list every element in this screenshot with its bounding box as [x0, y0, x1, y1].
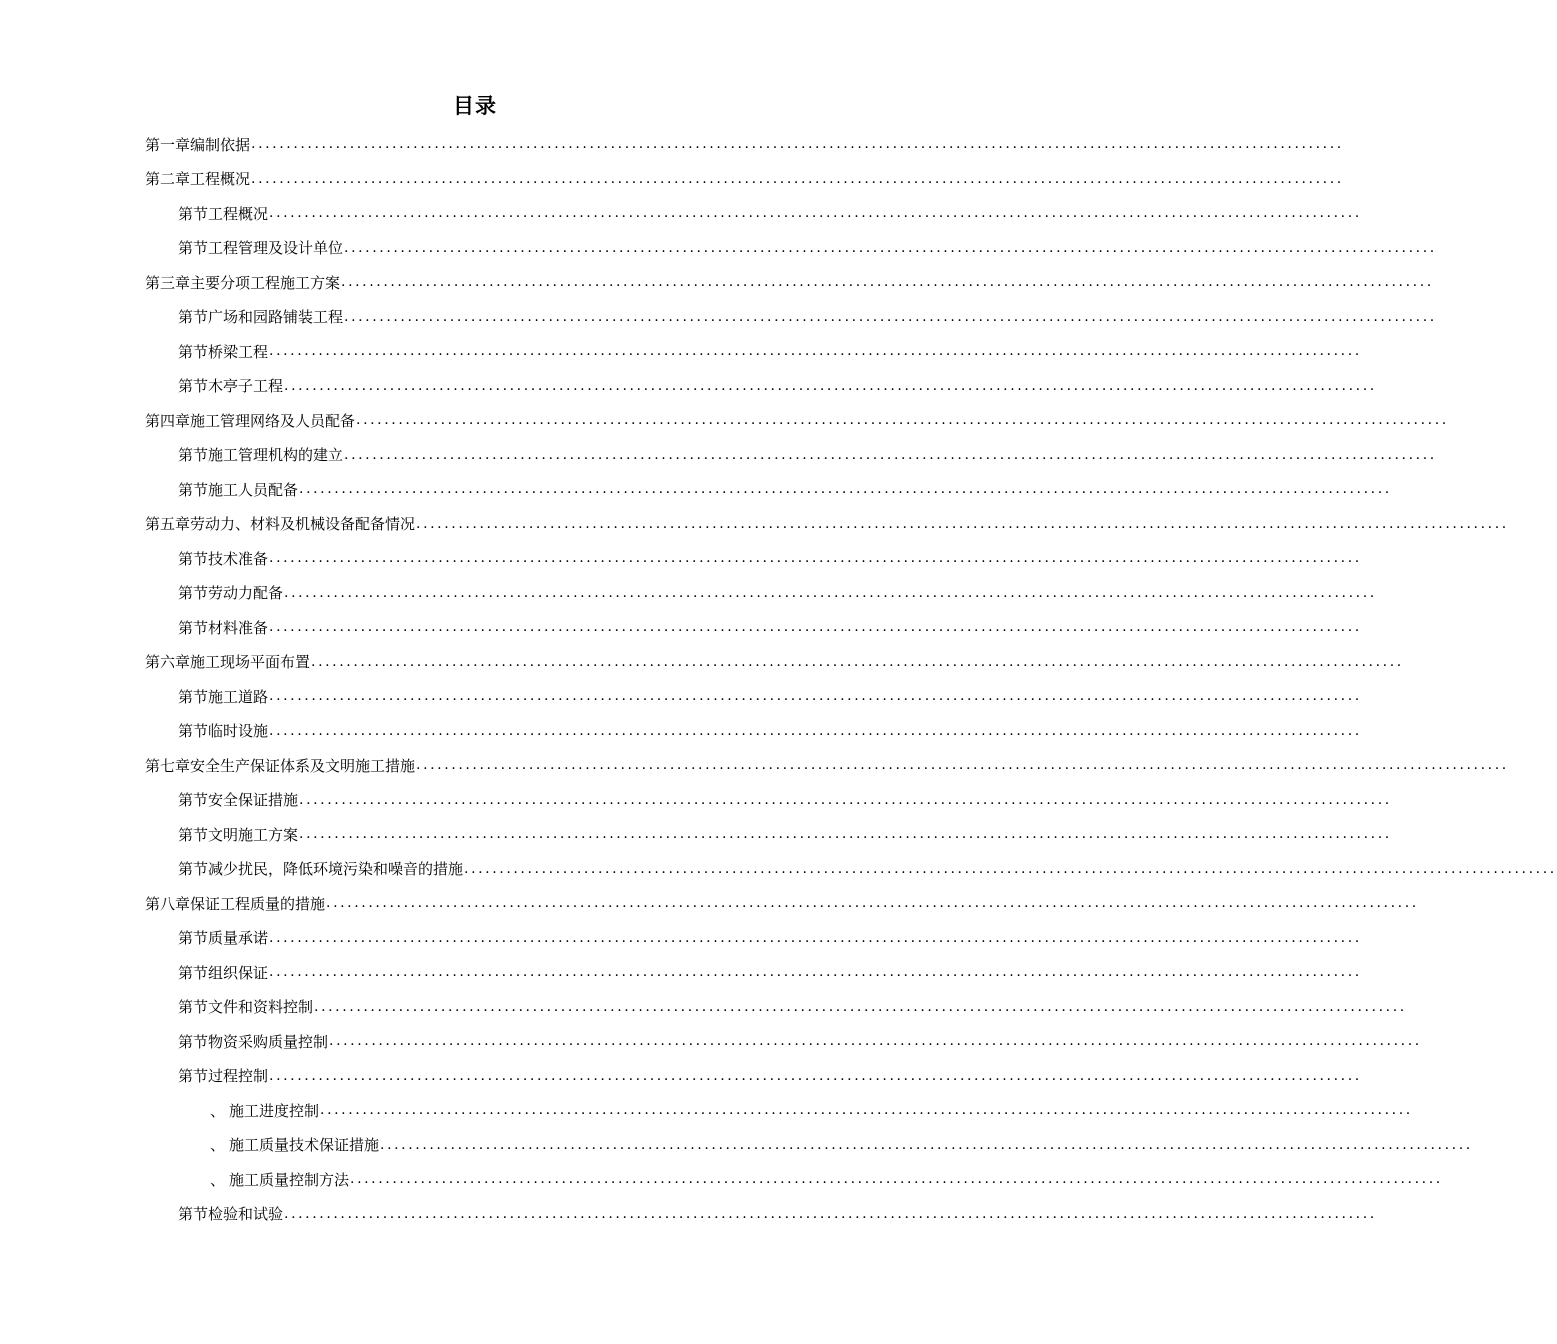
toc-entry-label: 文件和资料控制 — [208, 998, 314, 1017]
toc-dot-leader: ........................................................................................................................................................... — [284, 584, 1377, 601]
toc-entry-number: 第节 — [178, 342, 209, 361]
toc-chapter-entry[interactable] — [0, 162, 1344, 197]
toc-chapter-entry[interactable] — [0, 127, 1344, 162]
toc-entry-label: 保证工程质量的措施 — [190, 894, 326, 913]
toc-entry-number: 第节 — [178, 687, 209, 706]
toc-entry-label: 工程管理及设计单位 — [208, 239, 344, 258]
toc-entry-number: 、 — [210, 1136, 226, 1155]
toc-dot-leader: ........................................................................................................................................................... — [326, 895, 1419, 912]
toc-dot-leader: ........................................................................................................................................................... — [344, 239, 1437, 256]
toc-dot-leader: ........................................................................................................................................................... — [269, 722, 1362, 739]
toc-entry-number: 第节 — [178, 929, 209, 948]
toc-entry-label: 施工质量技术保证措施 — [229, 1136, 380, 1155]
toc-entry-label: 木亭子工程 — [208, 377, 284, 396]
toc-entry-label: 减少扰民，降低环境污染和噪音的措施 — [208, 860, 464, 879]
toc-entry-number: 第节 — [178, 860, 209, 879]
toc-entry-label: 劳动力配备 — [208, 584, 284, 603]
toc-dot-leader: ........................................................................................................................................................... — [311, 653, 1404, 670]
toc-dot-leader: ........................................................................................................................................................... — [269, 688, 1362, 705]
toc-entry-number: 第节 — [178, 239, 209, 258]
toc-dot-leader: ........................................................................................................................................................... — [350, 1171, 1443, 1188]
toc-dot-leader: ........................................................................................................................................................... — [269, 929, 1362, 946]
toc-dot-leader: ........................................................................................................................................................... — [269, 619, 1362, 636]
toc-chapter-entry[interactable] — [0, 886, 1419, 921]
toc-entry-label: 物资采购质量控制 — [208, 1032, 329, 1051]
toc-entry-number: 第节 — [178, 825, 209, 844]
toc-entry-number: 第节 — [178, 308, 209, 327]
toc-subsection-entry[interactable] — [0, 1093, 1413, 1128]
toc-entry-label: 材料准备 — [208, 618, 269, 637]
toc-dot-leader: ........................................................................................................................................................... — [251, 136, 1344, 153]
toc-section-entry[interactable] — [0, 610, 1362, 645]
toc-section-entry[interactable] — [0, 541, 1362, 576]
toc-entry-label: 安全生产保证体系及文明施工措施 — [190, 756, 416, 775]
toc-dot-leader: ........................................................................................................................................................... — [329, 1033, 1422, 1050]
toc-dot-leader: ........................................................................................................................................................... — [344, 308, 1437, 325]
toc-entry-number: 第节 — [178, 1032, 209, 1051]
toc-entry-number: 第节 — [178, 722, 209, 741]
toc-entry-number: 第节 — [178, 584, 209, 603]
toc-entry-label: 编制依据 — [190, 135, 251, 154]
toc-entry-number: 、 — [210, 1170, 226, 1189]
toc-section-entry[interactable] — [0, 817, 1392, 852]
toc-dot-leader: ........................................................................................................................................................... — [269, 205, 1362, 222]
toc-entry-number: 第七章 — [145, 756, 191, 775]
toc-dot-leader: ........................................................................................................................................................... — [269, 343, 1362, 360]
toc-section-entry[interactable] — [0, 955, 1362, 990]
toc-entry-number: 第节 — [178, 1067, 209, 1086]
toc-dot-leader: ........................................................................................................................................................... — [464, 860, 1557, 877]
toc-entry-label: 工程概况 — [208, 204, 269, 223]
toc-chapter-entry[interactable] — [0, 265, 1434, 300]
toc-entry-label: 桥梁工程 — [208, 342, 269, 361]
toc-entry-number: 第六章 — [145, 653, 191, 672]
toc-entry-number: 第节 — [178, 480, 209, 499]
toc-subsection-entry[interactable] — [0, 1162, 1443, 1197]
toc-entry-label: 施工进度控制 — [229, 1101, 320, 1120]
toc-entry-label: 质量承诺 — [208, 929, 269, 948]
toc-entry-number: 、 — [210, 1101, 226, 1120]
toc-entry-label: 检验和试验 — [208, 1205, 284, 1224]
toc-entry-number: 第节 — [178, 377, 209, 396]
toc-section-entry[interactable] — [0, 472, 1392, 507]
toc-entry-number: 第节 — [178, 549, 209, 568]
toc-dot-leader: ........................................................................................................................................................... — [299, 481, 1392, 498]
toc-entry-number: 第节 — [178, 446, 209, 465]
toc-entry-label: 技术准备 — [208, 549, 269, 568]
toc-entry-number: 第三章 — [145, 273, 191, 292]
toc-dot-leader: ........................................................................................................................................................... — [344, 446, 1437, 463]
toc-section-entry[interactable] — [0, 679, 1362, 714]
toc-chapter-entry[interactable] — [0, 645, 1404, 680]
toc-dot-leader: ........................................................................................................................................................... — [416, 515, 1509, 532]
toc-entry-label: 临时设施 — [208, 722, 269, 741]
toc-dot-leader: ........................................................................................................................................................... — [284, 1205, 1377, 1222]
toc-entry-number: 第八章 — [145, 894, 191, 913]
toc-dot-leader: ........................................................................................................................................................... — [269, 550, 1362, 567]
toc-dot-leader: ........................................................................................................................................................... — [269, 1067, 1362, 1084]
page-title: 目录 — [453, 94, 497, 118]
toc-dot-leader: ........................................................................................................................................................... — [299, 791, 1392, 808]
toc-section-entry[interactable] — [0, 1059, 1362, 1094]
toc-section-entry[interactable] — [0, 714, 1362, 749]
toc-entry-number: 第节 — [178, 963, 209, 982]
toc-chapter-entry[interactable] — [0, 507, 1509, 542]
toc-section-entry[interactable] — [0, 231, 1437, 266]
toc-dot-leader: ........................................................................................................................................................... — [356, 412, 1449, 429]
toc-entry-label: 施工道路 — [208, 687, 269, 706]
toc-dot-leader: ........................................................................................................................................................... — [251, 170, 1344, 187]
table-of-contents — [0, 127, 1557, 1231]
toc-dot-leader: ........................................................................................................................................................... — [320, 1102, 1413, 1119]
toc-entry-label: 组织保证 — [208, 963, 269, 982]
toc-dot-leader: ........................................................................................................................................................... — [299, 826, 1392, 843]
toc-dot-leader: ........................................................................................................................................................... — [284, 377, 1377, 394]
toc-entry-number: 第节 — [178, 618, 209, 637]
toc-entry-label: 施工质量控制方法 — [229, 1170, 350, 1189]
toc-section-entry[interactable] — [0, 783, 1392, 818]
toc-entry-label: 施工管理机构的建立 — [208, 446, 344, 465]
toc-subsection-entry[interactable] — [0, 1128, 1473, 1163]
toc-dot-leader: ........................................................................................................................................................... — [341, 274, 1434, 291]
toc-entry-label: 施工现场平面布置 — [190, 653, 311, 672]
toc-entry-number: 第节 — [178, 1205, 209, 1224]
toc-entry-label: 施工管理网络及人员配备 — [190, 411, 356, 430]
toc-section-entry[interactable] — [0, 438, 1437, 473]
toc-section-entry[interactable] — [0, 576, 1377, 611]
toc-section-entry[interactable] — [0, 921, 1362, 956]
toc-entry-number: 第节 — [178, 791, 209, 810]
toc-section-entry[interactable] — [0, 990, 1407, 1025]
toc-entry-number: 第四章 — [145, 411, 191, 430]
toc-entry-number: 第二章 — [145, 170, 191, 189]
toc-section-entry[interactable] — [0, 369, 1377, 404]
toc-entry-label: 施工人员配备 — [208, 480, 299, 499]
toc-section-entry[interactable] — [0, 334, 1362, 369]
toc-entry-label: 广场和园路铺装工程 — [208, 308, 344, 327]
toc-dot-leader: ........................................................................................................................................................... — [416, 757, 1509, 774]
toc-dot-leader: ........................................................................................................................................................... — [269, 964, 1362, 981]
toc-dot-leader: ........................................................................................................................................................... — [380, 1136, 1473, 1153]
toc-entry-label: 文明施工方案 — [208, 825, 299, 844]
toc-entry-label: 过程控制 — [208, 1067, 269, 1086]
toc-entry-label: 安全保证措施 — [208, 791, 299, 810]
toc-entry-label: 主要分项工程施工方案 — [190, 273, 341, 292]
toc-chapter-entry[interactable] — [0, 748, 1509, 783]
toc-section-entry[interactable] — [0, 852, 1557, 887]
toc-entry-number: 第五章 — [145, 515, 191, 534]
toc-entry-number: 第一章 — [145, 135, 191, 154]
toc-entry-label: 工程概况 — [190, 170, 251, 189]
toc-dot-leader: ........................................................................................................................................................... — [314, 998, 1407, 1015]
toc-section-entry[interactable] — [0, 300, 1437, 335]
toc-section-entry[interactable] — [0, 196, 1362, 231]
toc-entry-number: 第节 — [178, 204, 209, 223]
toc-section-entry[interactable] — [0, 1197, 1377, 1232]
toc-section-entry[interactable] — [0, 1024, 1422, 1059]
toc-entry-label: 劳动力、材料及机械设备配备情况 — [190, 515, 416, 534]
toc-entry-number: 第节 — [178, 998, 209, 1017]
toc-chapter-entry[interactable] — [0, 403, 1449, 438]
